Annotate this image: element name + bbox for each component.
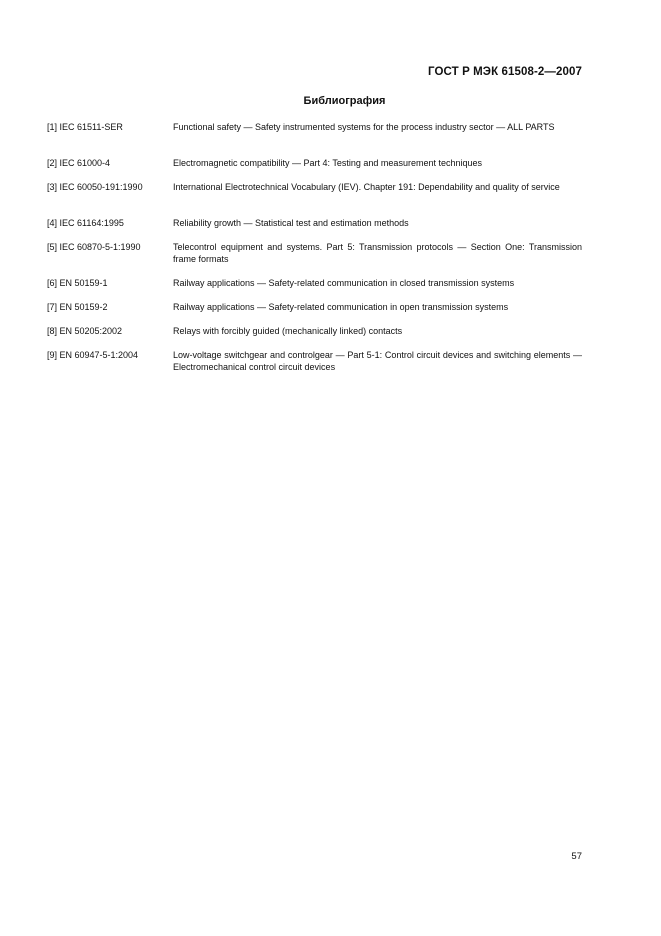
- bibliography-list: [47, 121, 582, 385]
- reference-id: [8] EN 50205:2002: [47, 326, 123, 336]
- reference-id: [7] EN 50159-2: [47, 302, 108, 312]
- reference-title: Low-voltage switchgear and controlgear — Part 5-1: Control circuit devices and switching elements — Electromechanical control circuit devices: [173, 350, 582, 372]
- bibliography-title: Библиография: [303, 95, 386, 107]
- reference-id: [5] IEC 60870-5-1:1990: [47, 242, 141, 252]
- bibliography-entry: [47, 181, 582, 217]
- reference-title: Railway applications — Safety-related communication in closed transmission systems: [173, 278, 515, 288]
- bibliography-entry: [47, 277, 582, 301]
- bibliography-entry: [47, 217, 582, 241]
- bibliography-entry: [47, 157, 582, 181]
- reference-id: [6] EN 50159-1: [47, 278, 108, 288]
- reference-id: [2] IEC 61000-4: [47, 158, 111, 168]
- bibliography-entry: [47, 349, 582, 385]
- reference-id: [3] IEC 60050-191:1990: [47, 182, 143, 192]
- bibliography-entry: [47, 325, 582, 349]
- page-number: 57: [571, 851, 582, 862]
- reference-title: Telecontrol equipment and systems. Part 5: Transmission protocols — Section One: Transmission frame formats: [173, 242, 582, 264]
- bibliography-entry: [47, 301, 582, 325]
- bibliography-entry: [47, 121, 582, 157]
- reference-title: Reliability growth — Statistical test and estimation methods: [173, 218, 409, 228]
- standard-code-header: ГОСТ Р МЭК 61508-2—2007: [428, 66, 582, 78]
- reference-title: Functional safety — Safety instrumented systems for the process industry sector — ALL PARTS: [173, 122, 555, 132]
- reference-id: [1] IEC 61511-SER: [47, 122, 123, 132]
- reference-title: International Electrotechnical Vocabulary (IEV). Chapter 191: Dependability and quality of service: [173, 182, 560, 192]
- reference-id: [4] IEC 61164:1995: [47, 218, 124, 228]
- reference-title: Relays with forcibly guided (mechanically linked) contacts: [173, 326, 403, 336]
- reference-title: Electromagnetic compatibility — Part 4: Testing and measurement techniques: [173, 158, 482, 168]
- bibliography-entry: [47, 241, 582, 277]
- reference-id: [9] EN 60947-5-1:2004: [47, 350, 139, 360]
- reference-title: Railway applications — Safety-related communication in open transmission systems: [173, 302, 509, 312]
